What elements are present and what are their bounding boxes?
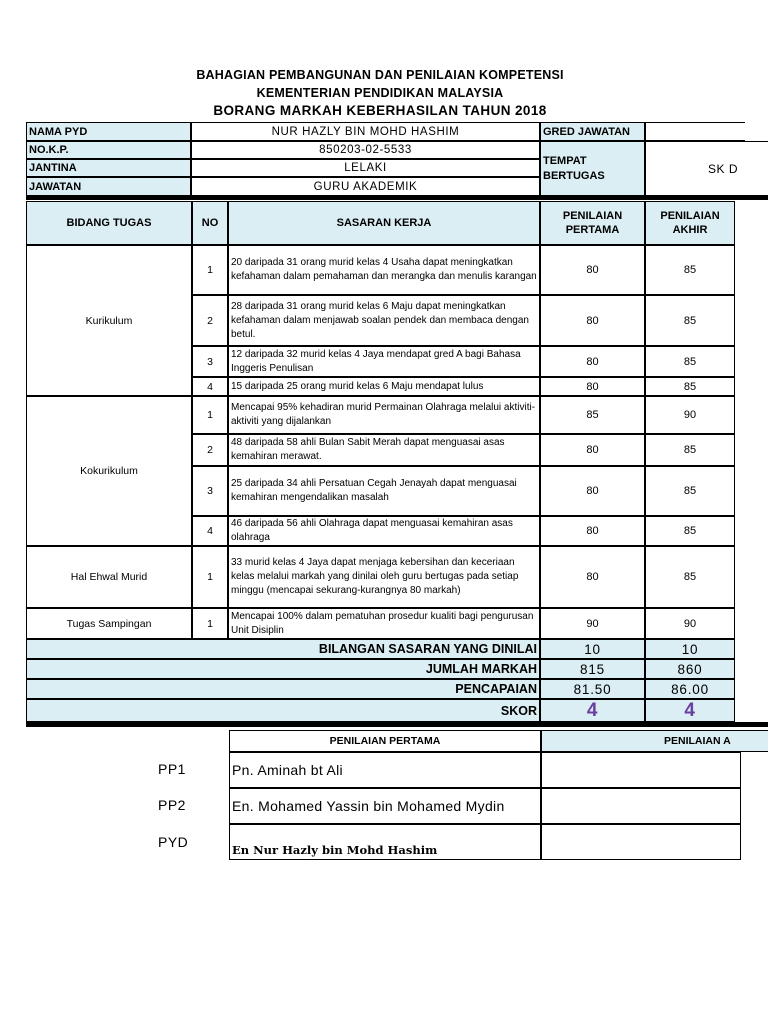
category-tugas-sampingan: Tugas Sampingan	[26, 608, 192, 639]
row-pertama: 80	[540, 466, 645, 516]
nokp-label: NO.K.P.	[26, 141, 191, 159]
row-akhir: 85	[645, 346, 735, 377]
row-sasaran: 15 daripada 25 orang murid kelas 6 Maju mendapat lulus	[228, 377, 540, 396]
divider-thick-bottom	[26, 722, 768, 727]
row-akhir: 85	[645, 245, 735, 295]
row-no: 3	[192, 466, 228, 516]
row-sasaran: Mencapai 95% kehadiran murid Permainan Olahraga melalui aktiviti-aktiviti yang dijalankan	[228, 396, 540, 434]
skor-label: SKOR	[26, 699, 540, 722]
nama-value: NUR HAZLY BIN MOHD HASHIM	[191, 122, 540, 141]
row-pertama: 80	[540, 377, 645, 396]
gred-label: GRED JAWATAN	[540, 122, 645, 141]
row-pertama: 80	[540, 546, 645, 608]
tempat-value: SK D	[645, 141, 768, 196]
jumlah-pertama: 815	[540, 659, 645, 679]
row-sasaran: 28 daripada 31 orang murid kelas 6 Maju dapat meningkatkan kefahaman dalam menjawab soalan pendek dan membaca dengan betul.	[228, 295, 540, 346]
jawatan-label: JAWATAN	[26, 177, 191, 196]
row-sasaran: 25 daripada 34 ahli Persatuan Cegah Jenayah dapat menguasai kemahiran mengendalikan masalah	[228, 466, 540, 516]
pp1-akhir-cell	[541, 752, 741, 788]
pyd-name: En Nur Hazly bin Mohd Hashim	[229, 824, 541, 860]
row-pertama: 80	[540, 295, 645, 346]
row-pertama: 80	[540, 245, 645, 295]
gred-value	[645, 122, 745, 141]
row-akhir: 85	[645, 434, 735, 466]
pyd-label: PYD	[158, 834, 189, 850]
row-pertama: 80	[540, 346, 645, 377]
row-no: 1	[192, 396, 228, 434]
sig-col-akhir: PENILAIAN A	[541, 730, 768, 752]
row-no: 2	[192, 295, 228, 346]
category-kurikulum: Kurikulum	[26, 245, 192, 396]
row-akhir: 85	[645, 466, 735, 516]
page-title: BORANG MARKAH KEBERHASILAN TAHUN 2018	[213, 103, 547, 118]
col-penilaian-pertama: PENILAIAN PERTAMA	[540, 201, 645, 245]
row-sasaran: 33 murid kelas 4 Jaya dapat menjaga kebersihan dan keceriaan kelas melalui markah yang dinilai oleh guru bertugas pada setiap minggu (mencapai sekurang-kurangnya 80 markah)	[228, 546, 540, 608]
row-no: 4	[192, 377, 228, 396]
skor-akhir: 4	[645, 699, 735, 722]
row-no: 1	[192, 245, 228, 295]
tempat-label-text: TEMPAT BERTUGAS	[543, 154, 605, 182]
tempat-label	[540, 141, 645, 196]
row-akhir: 85	[645, 516, 735, 546]
row-akhir: 85	[645, 546, 735, 608]
row-no: 2	[192, 434, 228, 466]
divider-thick	[26, 196, 768, 200]
jantina-value: LELAKI	[191, 159, 540, 177]
row-pertama: 85	[540, 396, 645, 434]
row-sasaran: 20 daripada 31 orang murid kelas 4 Usaha dapat meningkatkan kefahaman dalam pemahaman dan merangka dan menulis karangan	[228, 245, 540, 295]
pencapaian-label: PENCAPAIAN	[26, 679, 540, 699]
row-akhir: 90	[645, 396, 735, 434]
col-no: NO	[192, 201, 228, 245]
row-akhir: 85	[645, 377, 735, 396]
row-sasaran: Mencapai 100% dalam pematuhan prosedur kualiti bagi pengurusan Unit Disiplin	[228, 608, 540, 639]
row-no: 3	[192, 346, 228, 377]
header-department: BAHAGIAN PEMBANGUNAN DAN PENILAIAN KOMPETENSI	[196, 68, 564, 82]
pp2-name: En. Mohamed Yassin bin Mohamed Mydin	[229, 788, 541, 824]
pencapaian-akhir: 86.00	[645, 679, 735, 699]
col-sasaran-kerja: SASARAN KERJA	[228, 201, 540, 245]
pencapaian-pertama: 81.50	[540, 679, 645, 699]
category-hal-ehwal-murid: Hal Ehwal Murid	[26, 546, 192, 608]
category-kokurikulum: Kokurikulum	[26, 396, 192, 546]
row-no: 1	[192, 608, 228, 639]
jawatan-value: GURU AKADEMIK	[191, 177, 540, 196]
sig-col-pertama: PENILAIAN PERTAMA	[229, 730, 541, 752]
pp2-akhir-cell	[541, 788, 741, 824]
skor-pertama: 4	[540, 699, 645, 722]
row-pertama: 80	[540, 516, 645, 546]
pp1-name: Pn. Aminah bt Ali	[229, 752, 541, 788]
row-akhir: 90	[645, 608, 735, 639]
row-no: 4	[192, 516, 228, 546]
pp1-label: PP1	[158, 761, 186, 777]
header-ministry: KEMENTERIAN PENDIDIKAN MALAYSIA	[256, 86, 504, 100]
row-akhir: 85	[645, 295, 735, 346]
jumlah-akhir: 860	[645, 659, 735, 679]
nokp-value: 850203-02-5533	[191, 141, 540, 159]
jumlah-label: JUMLAH MARKAH	[26, 659, 540, 679]
bilangan-akhir: 10	[645, 639, 735, 659]
col-penilaian-akhir: PENILAIAN AKHIR	[645, 201, 735, 245]
bilangan-pertama: 10	[540, 639, 645, 659]
row-no: 1	[192, 546, 228, 608]
row-sasaran: 12 daripada 32 murid kelas 4 Jaya mendapat gred A bagi Bahasa Inggeris Penulisan	[228, 346, 540, 377]
row-pertama: 90	[540, 608, 645, 639]
pp2-label: PP2	[158, 797, 186, 813]
nama-label: NAMA PYD	[26, 122, 191, 141]
row-sasaran: 48 daripada 58 ahli Bulan Sabit Merah dapat menguasai asas kemahiran merawat.	[228, 434, 540, 466]
jantina-label: JANTINA	[26, 159, 191, 177]
row-sasaran: 46 daripada 56 ahli Olahraga dapat menguasai kemahiran asas olahraga	[228, 516, 540, 546]
col-bidang-tugas: BIDANG TUGAS	[26, 201, 192, 245]
row-pertama: 80	[540, 434, 645, 466]
bilangan-label: BILANGAN SASARAN YANG DINILAI	[26, 639, 540, 659]
pyd-akhir-cell	[541, 824, 741, 860]
